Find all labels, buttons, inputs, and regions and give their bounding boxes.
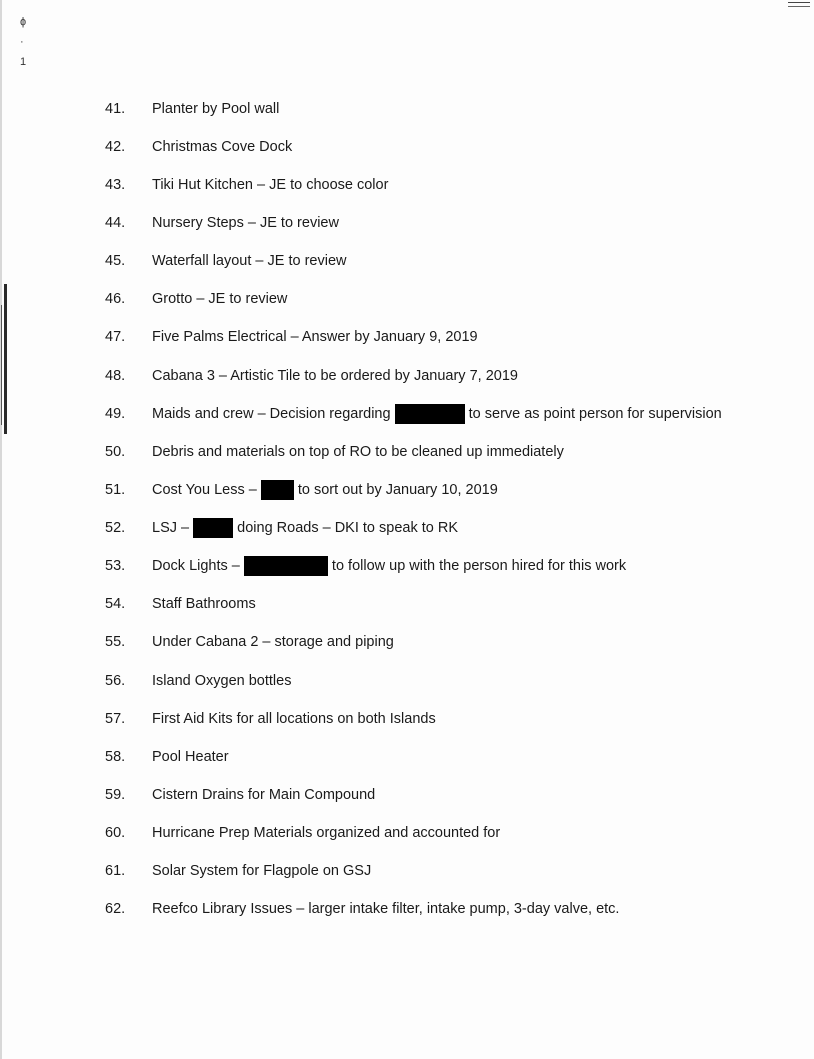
item-text: Tiki Hut Kitchen – JE to choose color xyxy=(152,177,389,193)
scan-corner-line xyxy=(788,2,810,7)
item-number: 42. xyxy=(105,139,126,155)
item-number: 61. xyxy=(105,863,126,879)
item-text: Debris and materials on top of RO to be cleaned up immediately xyxy=(152,444,564,460)
item-text: Grotto – JE to review xyxy=(152,291,288,307)
item-number: 59. xyxy=(105,787,126,803)
item-number: 57. xyxy=(105,711,126,727)
item-text xyxy=(152,480,498,500)
item-text: Christmas Cove Dock xyxy=(152,139,293,155)
item-number: 60. xyxy=(105,825,126,841)
scan-corner-marks: ɸ · 1 xyxy=(20,16,27,68)
item-number: 58. xyxy=(105,749,126,765)
item-text-before: Maids and crew – Decision regarding xyxy=(152,406,391,422)
item-number: 56. xyxy=(105,673,126,689)
item-number: 51. xyxy=(105,482,126,498)
item-text: Under Cabana 2 – storage and piping xyxy=(152,634,394,650)
item-text: Cistern Drains for Main Compound xyxy=(152,787,376,803)
scan-binder-mark xyxy=(4,284,7,434)
scan-left-edge xyxy=(0,0,2,1059)
item-text: Five Palms Electrical – Answer by January 9, 2019 xyxy=(152,329,478,345)
item-text-after: to sort out by January 10, 2019 xyxy=(297,482,498,498)
item-number: 62. xyxy=(105,901,126,917)
item-text xyxy=(152,404,722,424)
item-number: 46. xyxy=(105,291,126,307)
item-text: Staff Bathrooms xyxy=(152,596,256,612)
item-number: 43. xyxy=(105,177,126,193)
item-text xyxy=(152,518,458,538)
item-number: 55. xyxy=(105,634,126,650)
item-text: Waterfall layout – JE to review xyxy=(152,253,347,269)
item-number: 49. xyxy=(105,406,126,422)
item-text-before: Cost You Less – xyxy=(152,482,257,498)
item-number: 41. xyxy=(105,101,126,117)
item-number: 50. xyxy=(105,444,126,460)
item-text-before: LSJ – xyxy=(152,520,190,536)
item-text: Pool Heater xyxy=(152,749,229,765)
redaction-block xyxy=(261,480,294,500)
item-text: Solar System for Flagpole on GSJ xyxy=(152,863,372,879)
item-text: Island Oxygen bottles xyxy=(152,673,292,689)
item-number: 44. xyxy=(105,215,126,231)
item-text: Cabana 3 – Artistic Tile to be ordered by January 7, 2019 xyxy=(152,368,518,384)
redaction-block xyxy=(395,404,465,424)
item-text: Reefco Library Issues – larger intake filter, intake pump, 3-day valve, etc. xyxy=(152,901,620,917)
item-text-before: Dock Lights – xyxy=(152,558,240,574)
item-text-after: to follow up with the person hired for this work xyxy=(331,558,627,574)
item-text-after: to serve as point person for supervision xyxy=(468,406,722,422)
item-text: First Aid Kits for all locations on both Islands xyxy=(152,711,436,727)
item-text xyxy=(152,556,626,576)
item-number: 48. xyxy=(105,368,126,384)
item-number: 53. xyxy=(105,558,126,574)
item-number: 54. xyxy=(105,596,126,612)
item-text-after: doing Roads – DKI to speak to RK xyxy=(237,520,459,536)
item-number: 52. xyxy=(105,520,126,536)
item-text: Planter by Pool wall xyxy=(152,101,280,117)
item-number: 45. xyxy=(105,253,126,269)
item-text: Nursery Steps – JE to review xyxy=(152,215,339,231)
redaction-block xyxy=(193,518,233,538)
item-number: 47. xyxy=(105,329,126,345)
item-text: Hurricane Prep Materials organized and accounted for xyxy=(152,825,501,841)
scan-binder-shadow xyxy=(1,305,2,425)
redaction-block xyxy=(244,556,328,576)
